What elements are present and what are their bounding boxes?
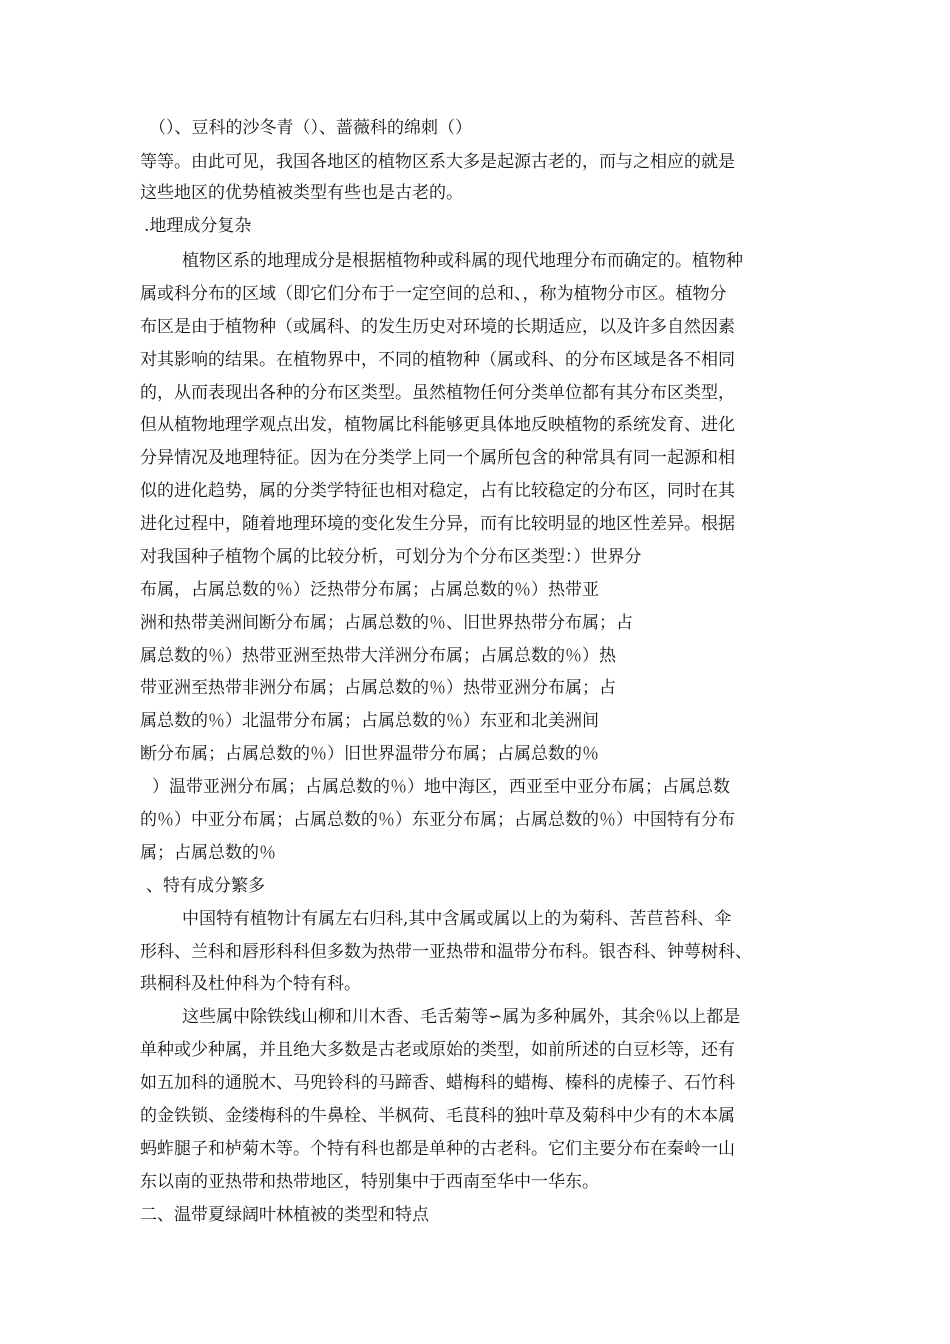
text-line: ）温带亚洲分布属；占属总数的％）地中海区，西亚至中亚分布属；占属总数 xyxy=(152,777,730,797)
text-line: 蚂蚱腿子和栌菊木等。个特有科也都是单种的古老科。它们主要分布在秦岭一山 xyxy=(140,1139,735,1159)
text-line: 似的进化趋势，属的分类学特征也相对稳定，占有比较稳定的分布区，同时在其 xyxy=(140,481,735,501)
text-line: 属或科分布的区域（即它们分布于一定空间的总和、，称为植物分市区。植物分 xyxy=(140,284,727,304)
text-line: 带亚洲至热带非洲分布属；占属总数的％）热带亚洲分布属；占 xyxy=(140,678,616,698)
text-line: 这些地区的优势植被类型有些也是古老的。 xyxy=(140,183,463,203)
text-line: 分异情况及地理特征。因为在分类学上同一个属所包含的种常具有同一起源和相 xyxy=(140,448,735,468)
text-line: 属总数的％）热带亚洲至热带大洋洲分布属；占属总数的％）热 xyxy=(140,646,616,666)
text-line: 的％）中亚分布属；占属总数的％）东亚分布属；占属总数的％）中国特有分布 xyxy=(140,810,735,830)
section-heading: 、特有成分繁多 xyxy=(146,876,265,896)
text-line: （）、豆科的沙冬青（）、蔷薇科的绵刺（） xyxy=(149,118,472,138)
text-line: 的，从而表现出各种的分布区类型。虽然植物任何分类单位都有其分布区类型， xyxy=(140,383,735,403)
text-line: 如五加科的通脱木、马兜铃科的马蹄香、蜡梅科的蜡梅、榛科的虎榛子、石竹科 xyxy=(140,1073,735,1093)
text-line: 单种或少种属，并且绝大多数是古老或原始的类型，如前所述的白豆杉等，还有 xyxy=(140,1040,735,1060)
text-line: 的金铁锁、金缕梅科的牛鼻栓、半枫荷、毛茛科的独叶草及菊科中少有的木本属 xyxy=(140,1106,735,1126)
text-line: 布区是由于植物种（或属科、的发生历史对环境的长期适应，以及许多自然因素 xyxy=(140,317,735,337)
text-line: 植物区系的地理成分是根据植物种或科属的现代地理分布而确定的。植物种 xyxy=(182,251,743,271)
text-line: 进化过程中，随着地理环境的变化发生分异，而有比较明显的地区性差异。根据 xyxy=(140,514,735,534)
text-line: 洲和热带美洲间断分布属；占属总数的％、旧世界热带分布属；占 xyxy=(140,613,633,633)
text-line: 对我国种子植物个属的比较分析，可划分为个分布区类型：）世界分 xyxy=(140,547,642,567)
text-line: 对其影响的结果。在植物界中，不同的植物种（属或科、的分布区域是各不相同 xyxy=(140,350,735,370)
section-heading: .地理成分复杂 xyxy=(144,216,252,236)
text-line: 属；占属总数的％ xyxy=(140,843,276,863)
text-line: 这些属中除铁线山柳和川木香、毛舌菊等∽属为多种属外，其余％以上都是 xyxy=(182,1007,741,1027)
text-line: 等等。由此可见，我国各地区的植物区系大多是起源古老的，而与之相应的就是 xyxy=(140,152,735,172)
section-heading: 二、温带夏绿阔叶林植被的类型和特点 xyxy=(140,1205,429,1225)
text-line: 断分布属；占属总数的％）旧世界温带分布属；占属总数的％ xyxy=(140,744,599,764)
text-line: 属总数的％）北温带分布属；占属总数的％）东亚和北美洲间 xyxy=(140,711,599,731)
text-line: 但从植物地理学观点出发，植物属比科能够更具体地反映植物的系统发育、进化 xyxy=(140,415,735,435)
text-line: 中国特有植物计有属左右归科,其中含属或属以上的为菊科、苦苣苔科、伞 xyxy=(182,909,732,929)
text-line: 东以南的亚热带和热带地区，特别集中于西南至华中一华东。 xyxy=(140,1172,599,1192)
text-line: 珙桐科及杜仲科为个特有科。 xyxy=(140,974,361,994)
text-line: 布属，占属总数的％）泛热带分布属；占属总数的％）热带亚 xyxy=(140,580,599,600)
text-line: 形科、兰科和唇形科科但多数为热带一亚热带和温带分布科。银杏科、钟萼树科、 xyxy=(140,942,752,962)
